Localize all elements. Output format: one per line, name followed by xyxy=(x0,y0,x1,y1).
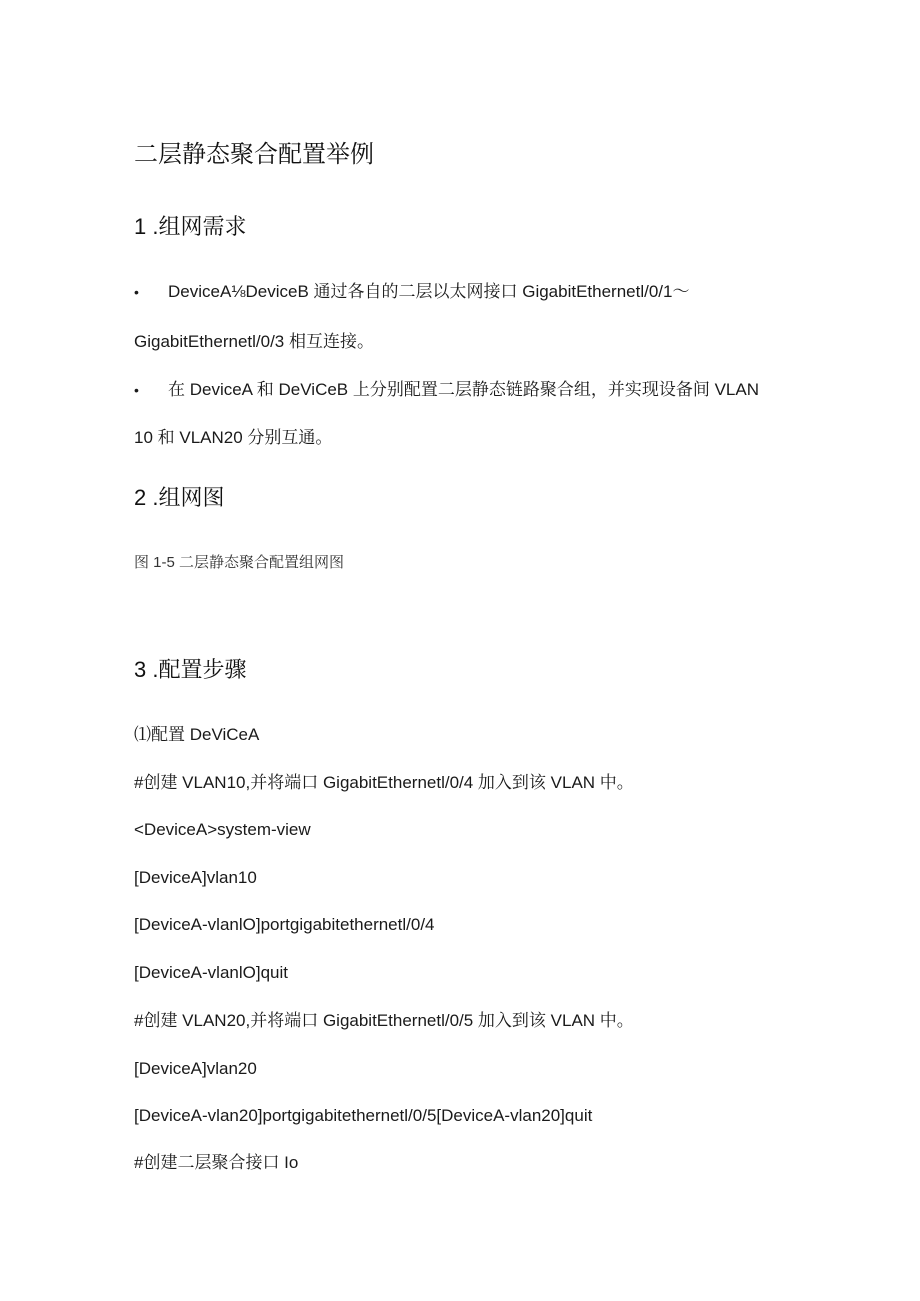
config-command: [DeviceA]vlan10 xyxy=(134,868,257,887)
requirement-item-1-line-2: GigabitEthernetl/0/3 相互连接。 xyxy=(134,332,374,351)
requirement-item-2-line-1: 在 DeviceA 和 DeViCeB 上分别配置二层静态链路聚合组，并实现设备间 VLAN xyxy=(168,380,759,399)
section-heading-network-diagram: 2 .组网图 xyxy=(134,485,225,510)
config-command: <DeviceA>system-view xyxy=(134,820,311,839)
config-command: [DeviceA]vlan20 xyxy=(134,1059,257,1078)
config-comment: #创建二层聚合接口 Io xyxy=(134,1153,299,1172)
section-heading-networking-requirements: 1 .组网需求 xyxy=(134,214,247,239)
requirement-item-1-line-1: DeviceA⅛DeviceB 通过各自的二层以太网接口 GigabitEthernetl/0/1～ xyxy=(168,282,690,301)
bullet-point: • xyxy=(134,284,139,300)
config-command: [DeviceA-vlan20]portgigabitethernetl/0/5[DeviceA-vlan20]quit xyxy=(134,1106,593,1125)
config-step-title: ⑴配置 DeViCeA xyxy=(134,725,260,744)
requirement-item-2-line-2: 10 和 VLAN20 分别互通。 xyxy=(134,428,333,447)
config-command: [DeviceA-vlanlO]quit xyxy=(134,963,289,982)
config-comment: #创建 VLAN20,并将端口 GigabitEthernetl/0/5 加入到该 VLAN 中。 xyxy=(134,1011,634,1030)
figure-caption: 图 1-5 二层静态聚合配置组网图 xyxy=(134,554,345,571)
section-heading-configuration-steps: 3 .配置步骤 xyxy=(134,657,247,682)
document-title: 二层静态聚合配置举例 xyxy=(134,141,374,168)
bullet-point: • xyxy=(134,382,139,398)
config-command: [DeviceA-vlanlO]portgigabitethernetl/0/4 xyxy=(134,915,435,934)
config-comment: #创建 VLAN10,并将端口 GigabitEthernetl/0/4 加入到该 VLAN 中。 xyxy=(134,773,634,792)
